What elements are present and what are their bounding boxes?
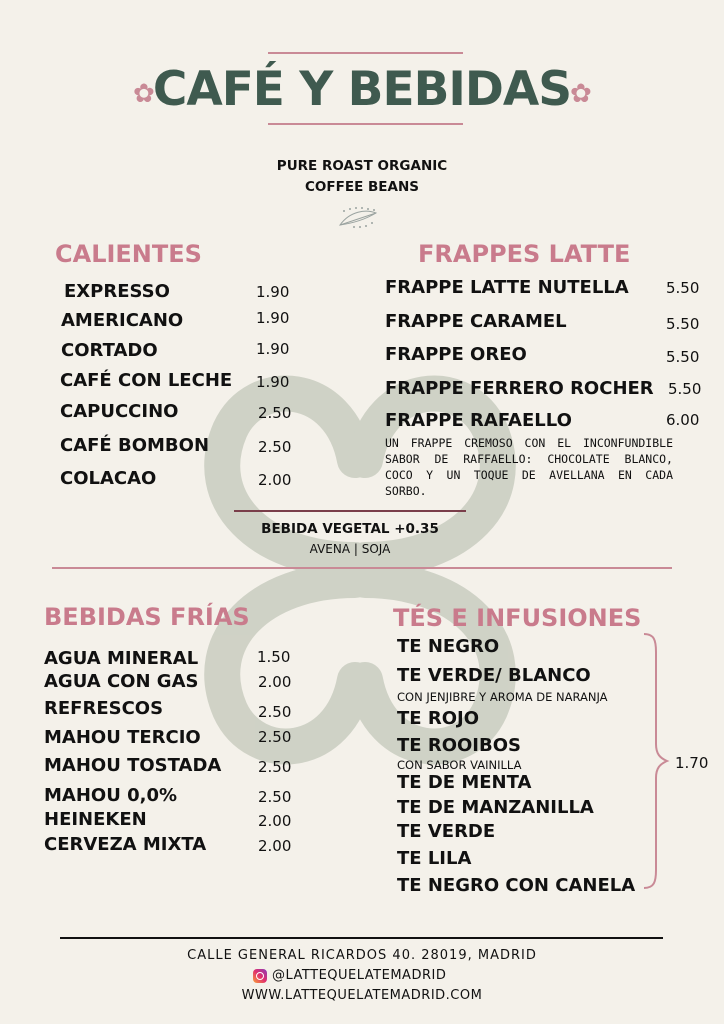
menu-item-name: AGUA CON GAS: [44, 671, 199, 692]
menu-item-name: TE NEGRO CON CANELA: [397, 875, 636, 896]
menu-item-name: CERVEZA MIXTA: [44, 834, 207, 855]
menu-item-name: TE NEGRO: [397, 636, 500, 657]
menu-item-price: 1.90: [256, 373, 290, 391]
tagline-line-1: PURE ROAST ORGANIC: [276, 158, 448, 174]
menu-item-price: 5.50: [668, 380, 702, 398]
menu-item-name: CAPUCCINO: [60, 401, 179, 422]
menu-item-name: FRAPPE LATTE NUTELLA: [385, 277, 629, 298]
frappe-rafaello-description: UN FRAPPE CREMOSO CON EL INCONFUNDIBLE SABOR DE RAFFAELLO: CHOCOLATE BLANCO, COCO Y UN TOQUE DE AVELLANA EN CADA SORBO.: [385, 436, 673, 498]
vegetal-divider: [234, 510, 466, 512]
menu-item-name: TE DE MANZANILLA: [397, 797, 594, 818]
menu-item-price: 1.50: [257, 648, 291, 666]
section-divider: [52, 567, 672, 569]
menu-item-name: FRAPPE OREO: [385, 344, 527, 365]
menu-item-name: AGUA MINERAL: [44, 648, 199, 669]
menu-item-price: 1.90: [256, 283, 290, 301]
menu-item-name: TE DE MENTA: [397, 772, 532, 793]
footer-address: CALLE GENERAL RICARDOS 40. 28019, MADRID: [187, 948, 537, 963]
vegetal-label: BEBIDA VEGETAL +0.35: [261, 521, 439, 537]
menu-item-price: 5.50: [666, 279, 700, 297]
footer-website[interactable]: WWW.LATTEQUELATEMADRID.COM: [241, 988, 483, 1003]
section-title-calientes: CALIENTES: [55, 240, 202, 268]
menu-item-price: 5.50: [666, 315, 700, 333]
menu-item-name: FRAPPE RAFAELLO: [385, 410, 572, 431]
menu-item-price: 2.50: [258, 758, 292, 776]
footer-instagram[interactable]: @LATTEQUELATEMADRID: [272, 968, 447, 983]
menu-item-name: CAFÉ BOMBON: [60, 435, 210, 456]
menu-item-note: CON JENJIBRE Y AROMA DE NARANJA: [397, 690, 608, 704]
menu-item-price: 5.50: [666, 348, 700, 366]
menu-item-name: EXPRESSO: [64, 281, 170, 302]
menu-item-name: TE ROOIBOS: [397, 735, 521, 756]
tagline: [0, 156, 724, 198]
vegetal-options: AVENA | SOJA: [309, 542, 391, 556]
menu-item-price: 2.50: [258, 404, 292, 422]
menu-item-name: COLACAO: [60, 468, 157, 489]
menu-item-name: HEINEKEN: [44, 809, 147, 830]
menu-item-name: CAFÉ CON LECHE: [60, 370, 233, 391]
menu-item-price: 2.50: [258, 728, 292, 746]
menu-item-price: 2.00: [258, 812, 292, 830]
menu-item-name: MAHOU TOSTADA: [44, 755, 222, 776]
title-top-rule: [268, 52, 463, 54]
menu-item-price: 2.50: [258, 438, 292, 456]
flower-icon: ✿: [133, 78, 155, 108]
menu-item-price: 1.90: [256, 309, 290, 327]
menu-item-price: 6.00: [666, 411, 700, 429]
menu-item-name: TE LILA: [397, 848, 472, 869]
organic-leaf-icon: [336, 205, 380, 231]
menu-item-name: MAHOU 0,0%: [44, 785, 178, 806]
title-bottom-rule: [268, 123, 463, 125]
menu-item-price: 1.90: [256, 340, 290, 358]
menu-item-name: FRAPPE CARAMEL: [385, 311, 567, 332]
menu-item-name: TE ROJO: [397, 708, 480, 729]
menu-item-price: 2.00: [258, 471, 292, 489]
menu-item-name: FRAPPE FERRERO ROCHER: [385, 378, 654, 399]
page-title: CAFÉ Y BEBIDAS: [152, 62, 572, 117]
tagline-line-2: COFFEE BEANS: [305, 179, 419, 195]
menu-item-name: AMERICANO: [61, 310, 184, 331]
section-title-frias: BEBIDAS FRÍAS: [44, 603, 250, 631]
menu-item-price: 2.50: [258, 703, 292, 721]
section-title-frappes: FRAPPES LATTE: [418, 240, 631, 268]
menu-item-name: TE VERDE: [397, 821, 496, 842]
menu-item-name: CORTADO: [61, 340, 158, 361]
section-title-tes: TÉS E INFUSIONES: [393, 604, 642, 632]
menu-item-price: 2.50: [258, 788, 292, 806]
menu-item-name: REFRESCOS: [44, 698, 164, 719]
menu-item-price: 2.00: [258, 673, 292, 691]
tes-price: 1.70: [675, 754, 709, 772]
menu-item-note: CON SABOR VAINILLA: [397, 758, 522, 772]
menu-item-name: MAHOU TERCIO: [44, 727, 201, 748]
footer-divider: [60, 937, 663, 939]
flower-icon: ✿: [570, 78, 592, 108]
curly-brace: [640, 630, 670, 892]
instagram-icon: [253, 969, 267, 983]
menu-item-name: TE VERDE/ BLANCO: [397, 665, 591, 686]
menu-item-price: 2.00: [258, 837, 292, 855]
